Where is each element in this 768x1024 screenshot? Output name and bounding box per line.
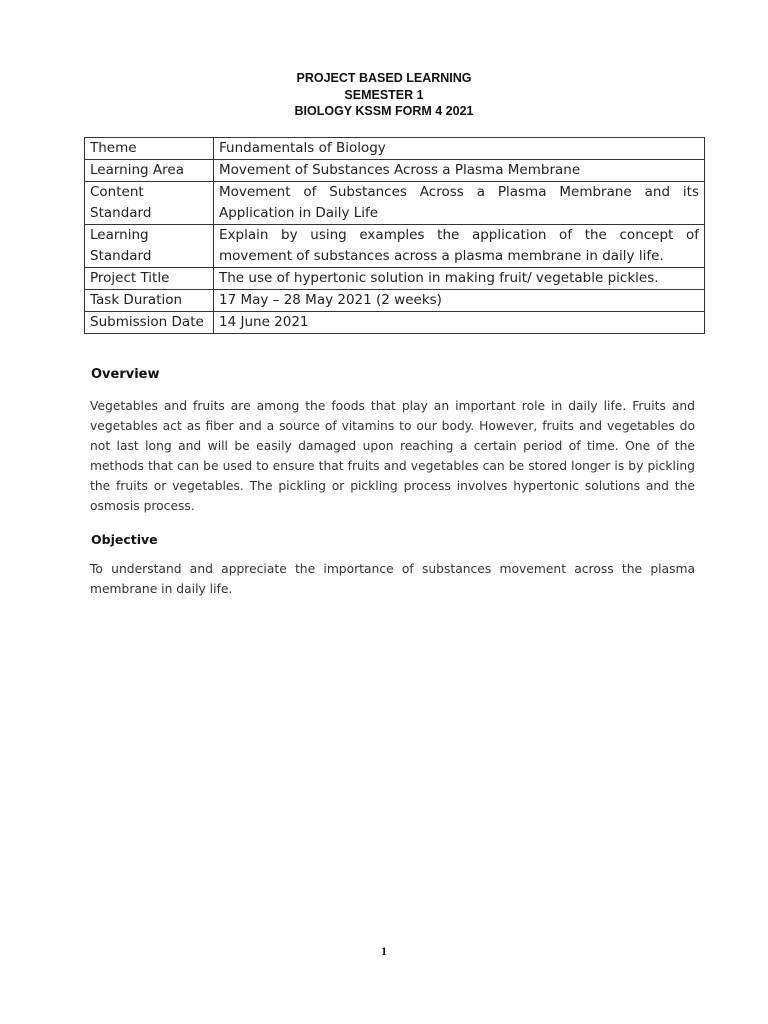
table-row [85, 160, 705, 182]
row-label-learning-area: Learning Area [85, 160, 214, 182]
document-header [0, 70, 768, 120]
overview-paragraph: Vegetables and fruits are among the foods that play an important role in daily life. Fruits and vegetables act as fiber and a source of vitamins to our body. However, fruits and vegetables do not last long and will be easily damaged upon reaching a certain period of time. One of the methods that can be used to ensure that fruits and vegetables can be stored longer is by pickling the fruits or vegetables. The pickling or pickling process involves hypertonic solutions and the osmosis process. [90, 399, 695, 513]
page-number: 1 [381, 944, 387, 958]
row-label-content-standard: Content Standard [85, 182, 214, 225]
objective-heading: Objective [91, 532, 158, 547]
table-row [85, 312, 705, 334]
objective-paragraph: To understand and appreciate the importance of substances movement across the plasma membrane in daily life. [90, 562, 695, 596]
row-value-learning-area: Movement of Substances Across a Plasma Membrane [214, 160, 705, 182]
table-row [85, 268, 705, 290]
table-row [85, 138, 705, 160]
row-value-submission-date: 14 June 2021 [214, 312, 705, 334]
row-value-project-title: The use of hypertonic solution in making fruit/ vegetable pickles. [214, 268, 705, 290]
header-title: PROJECT BASED LEARNING [296, 71, 472, 85]
row-value-task-duration: 17 May – 28 May 2021 (2 weeks) [214, 290, 705, 312]
row-label-learning-standard: Learning Standard [85, 225, 214, 268]
table-row [85, 290, 705, 312]
row-value-learning-standard: Explain by using examples the application of the concept of movement of substances across a plasma membrane in daily life. [214, 225, 705, 268]
row-value-theme: Fundamentals of Biology [214, 138, 705, 160]
overview-heading: Overview [91, 367, 160, 382]
row-label-submission-date: Submission Date [85, 312, 214, 334]
header-subject: BIOLOGY KSSM FORM 4 2021 [294, 104, 474, 118]
header-semester: SEMESTER 1 [344, 87, 424, 102]
row-label-theme: Theme [85, 138, 214, 160]
row-label-project-title: Project Title [85, 268, 214, 290]
row-value-content-standard: Movement of Substances Across a Plasma Membrane and its Application in Daily Life [214, 182, 705, 225]
project-info-table [84, 137, 705, 334]
row-label-task-duration: Task Duration [85, 290, 214, 312]
table-row [85, 225, 705, 268]
table-row [85, 182, 705, 225]
